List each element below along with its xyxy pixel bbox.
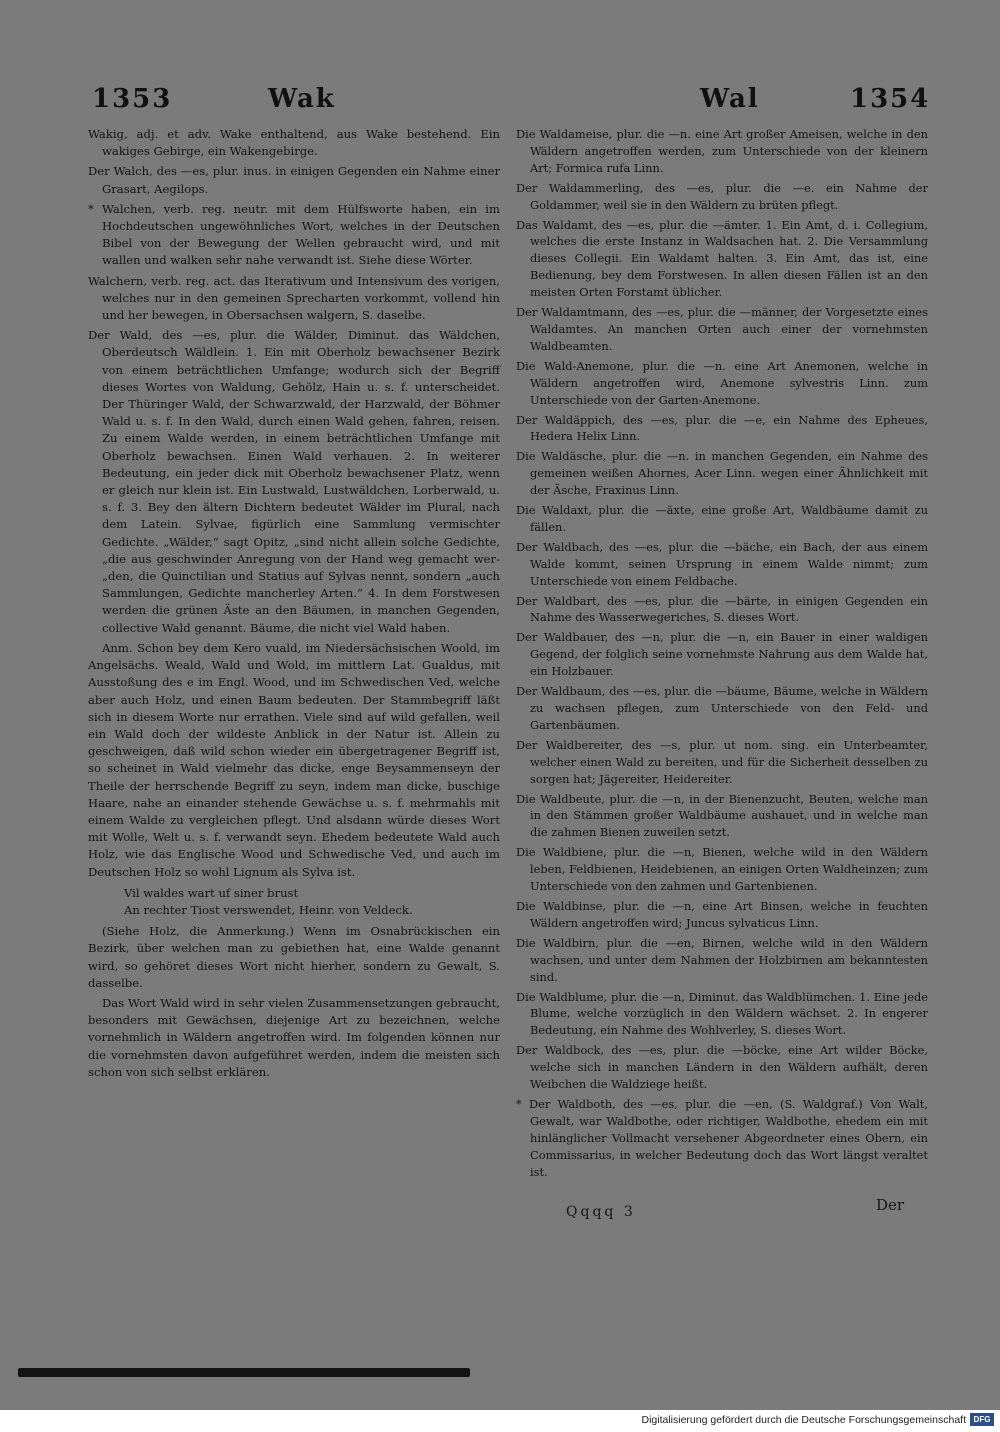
note-anm: Anm. Schon bey dem Kero vuald, im Niedersächsischen Woold, im Angelsächs. Weald, Wald und Wold, im mittlern Lat. Gualdus, mit Ausstoßung des e im Engl. Wood, und im Schwedischen Ved, welche aber auch Holz, und einen Baum bedeuten. Der Stammbegriff läßt sich in diesem Worte nur errathen. Viele sind auf wild gefallen, weil ein Wald doch der wildeste Anblick in der Natur ist. Allein zu geschweigen, daß wild schon wieder ein übergetragener Begriff ist, so scheinet in Wald vielmehr das dicke, enge Beysammenseyn der Theile der herrschende Begriff zu seyn, indem man dicke, buschige Haare, nahe an einander stehende Gewächse u. s. f. mehrmahls mit einem Walde zu vergleichen pflegt. Und alsdann würde dieses Wort mit Wolle, Welt u. s. f. verwandt seyn. Ehedem bedeutete Wald auch Holz, wie das Englische Wood und Schwedische Ved, und auch im Deutschen Holz so wohl Lignum als Sylva ist.: [88, 640, 500, 879]
entry-walchen: * Walchen, verb. reg. neutr. mit dem Hülfsworte haben, ein im Hochdeutschen ungewöhnliches Wort, welches in der Deutschen Bibel von der Bewegung der Wellen gebraucht wird, und mit wallen und walken sehr nahe verwandt ist. Siehe diese Wörter.: [88, 201, 500, 268]
verse-line-2: An rechter Tiost verswendet, Heinr. von Veldeck.: [124, 902, 413, 917]
entry-waldbart: Der Waldbart, des —es, plur. die —bärte, in einigen Gegenden ein Nahme des Wasserwegeriches, S. dieses Wort.: [516, 593, 928, 625]
entry-waldamtmann: Der Waldamtmann, des —es, plur. die —männer, der Vorgesetzte eines Waldamtes. An manchen Orten auch einer der vornehmsten Waldbeamten.: [516, 305, 928, 353]
running-head-left: Wak: [268, 84, 336, 114]
entry-waldaxt: Die Waldaxt, plur. die —äxte, eine große Art, Waldbäume damit zu fällen.: [516, 503, 928, 534]
entry-waldbauer: Der Waldbauer, des —n, plur. die —n, ein Bauer in einer waldigen Gegend, der folglich seine vornehmste Nahrung aus dem Walde hat, ein Holzbauer.: [516, 630, 928, 679]
right-column: [516, 126, 928, 1183]
page-number-left: 1353: [92, 84, 173, 114]
catchword: Der: [876, 1196, 905, 1214]
page-number-right: 1354: [850, 84, 931, 114]
scan-edge-bar: [18, 1368, 470, 1377]
entry-waldbock: Der Waldbock, des —es, plur. die —böcke, eine Art wilder Böcke, welche sich in manchen Ländern in den Wäldern aufhält, deren Weibchen die Waldziege heißt.: [516, 1043, 928, 1092]
entry-waldbaum: Der Waldbaum, des —es, plur. die —bäume, Bäume, welche in Wäldern zu wachsen pflegen, zum Unterschiede von den Feld- und Gartenbäumen.: [516, 684, 928, 732]
entry-waldboth: * Der Waldboth, des —es, plur. die —en, (S. Waldgraf.) Von Walt, Gewalt, war Waldbothe, oder richtiger, Waldbothe, ehedem ein mit hinlänglicher Vollmacht versehener Abgeordneter eines Obern, ein Commissarius, in welcher Bedeutung doch das Wort längst veraltet ist.: [516, 1096, 928, 1179]
verse-line-1: Vil waldes wart uf siner brust: [124, 885, 299, 900]
entry-waldamt: Das Waldamt, des —es, plur. die —ämter. 1. Ein Amt, d. i. Collegium, welches die erste Instanz in Waldsachen hat. 2. Die Versammlung dieses Collegii. Ein Waldamt halten. 3. Ein Amt, das ist, eine Bedienung, bey dem Forstwesen. In allen diesen Fällen ist an den meisten Orten Forstamt üblicher.: [516, 217, 928, 300]
entry-wald: Der Wald, des —es, plur. die Wälder, Diminut. das Wäldchen, Oberdeutsch Wäldlein. 1. Ein mit Oberholz bewachsener Bezirk von einem beträchtlichen Umfange; wodurch sich der Begriff dieses Wortes von Waldung, Gehölz, Hain u. s. f. unterscheidet. Der Thüringer Wald, der Schwarzwald, der Harzwald, der Böhmer Wald u. s. f. In den Wald, durch einen Wald gehen, fahren, reisen. Zu einem Walde werden, in einem beträchtlichen Umfange mit Oberholz bewachsen. Einen Wald verhauen. 2. In weiterer Bedeutung, ein jeder dick mit Oberholz bewachsener Platz, wenn er gleich nur klein ist. Ein Lustwald, Lustwäldchen, Lorberwald, u. s. f. 3. Bey den ältern Dichtern bedeutet Wälder im Plural, nach dem Latein. Sylvae, figürlich eine Sammlung vermischter Gedichte. „Wälder,“ sagt Opitz, „sind nicht allein solche Gedichte, „die aus geschwinder Anregung von der Hand weg gemacht wer- „den, die Quinctilian und Statius auf Sylvas nennt, sondern „auch Sammlungen, Gedichte mancherley Arten.“ 4. In dem Forstwesen werden die grünen Äste an den Bäumen, in manchen Gegenden, collective Wald genannt. Bäume, die nicht viel Wald haben.: [88, 328, 500, 635]
left-column: [88, 126, 500, 1084]
entry-waldbereiter: Der Waldbereiter, des —s, plur. ut nom. sing. ein Unterbeamter, welcher einen Wald zu bereiten, und für die Sicherheit desselben zu sorgen hat; Jägereiter, Heidereiter.: [516, 737, 928, 786]
dfg-logo: DFG: [970, 1413, 994, 1426]
entry-waldbirn: Die Waldbirn, plur. die —en, Birnen, welche wild in den Wäldern wachsen, und unter dem Nahmen der Holzbirnen am bekanntesten sind.: [516, 935, 928, 984]
signature-mark: Qqqq 3: [566, 1204, 636, 1220]
entry-waldammerling: Der Waldammerling, des —es, plur. die —e. ein Nahme der Goldammer, weil sie in den Wäldern zu brüten pflegt.: [516, 180, 928, 212]
entry-waldaeppich: Der Waldäppich, des —es, plur. die —e, ein Nahme des Epheues, Hedera Helix Linn.: [516, 412, 928, 444]
entry-waldameise: Die Waldameise, plur. die —n. eine Art großer Ameisen, welche in den Wäldern angetroffen werden, zum Unterschiede von der kleinern Art; Formica rufa Linn.: [516, 127, 928, 175]
digitization-credit: Digitalisierung gefördert durch die Deutsche Forschungsgemeinschaft: [641, 1414, 966, 1426]
entry-wakig: Wakig, adj. et adv. Wake enthaltend, aus Wake bestehend. Ein wakiges Gebirge, ein Wakengebirge.: [88, 127, 500, 159]
verse-quote: [88, 885, 500, 919]
entry-waldbach: Der Waldbach, des —es, plur. die —bäche, ein Bach, der aus einem Walde kommt, seinen Ursprung in einem Walde nimmt; zum Unterschiede von einem Feldbache.: [516, 539, 928, 588]
entry-waldbinse: Die Waldbinse, plur. die —n, eine Art Binsen, welche in feuchten Wäldern angetroffen wird; Juncus sylvaticus Linn.: [516, 898, 928, 930]
note-holz: (Siehe Holz, die Anmerkung.) Wenn im Osnabrückischen ein Bezirk, über welchen man zu gebiethen hat, eine Walde genannt wird, so gehöret dieses Wort nicht hierher, sondern zu Gewalt, S. dasselbe.: [88, 924, 500, 990]
entry-waldaesche: Die Waldäsche, plur. die —n. in manchen Gegenden, ein Nahme des gemeinen weißen Ahornes, Acer Linn. wegen einer Ähnlichkeit mit der Äsche, Fraxinus Linn.: [516, 449, 928, 498]
entry-walchern: Walchern, verb. reg. act. das Iterativum und Intensivum des vorigen, welches nur in den gemeinen Sprecharten vorkommt, vollend hin und her bewegen, in Obersachsen walgern, S. daselbe.: [88, 273, 500, 323]
entry-wald-anemone: Die Wald-Anemone, plur. die —n. eine Art Anemonen, welche in Wäldern angetroffen wird, Anemone sylvestris Linn. zum Unterschiede von der Garten-Anemone.: [516, 358, 928, 407]
running-head-right: Wal: [700, 84, 760, 114]
note-compounds: Das Wort Wald wird in sehr vielen Zusammensetzungen gebraucht, besonders mit Gewächsen, diejenige Art zu bezeichnen, welche vornehmlich in Wäldern angetroffen wird. Im folgenden können nur die vornehmsten davon aufgeführet werden, indem die meisten sich schon von sich selbst erklären.: [88, 995, 500, 1079]
entry-waldblume: Die Waldblume, plur. die —n, Diminut. das Waldblümchen. 1. Eine jede Blume, welche vorzüglich in den Wäldern wächset. 2. In engerer Bedeutung, ein Nahme des Wohlverley, S. dieses Wort.: [516, 989, 928, 1038]
entry-waldbiene: Die Waldbiene, plur. die —n, Bienen, welche wild in den Wäldern leben, Feldbienen, Heidebienen, an einigen Orten Waldheinzen; zum Unterschiede von den zahmen und Gartenbienen.: [516, 845, 928, 894]
entry-walch: Der Walch, des —es, plur. inus. in einigen Gegenden ein Nahme einer Grasart, Aegilops.: [88, 164, 500, 196]
entry-waldbeute: Die Waldbeute, plur. die —n, in der Bienenzucht, Beuten, welche man in den Stämmen großer Waldbäume aushauet, und in welche man die zahmen Bienen zuweilen setzt.: [516, 791, 928, 840]
